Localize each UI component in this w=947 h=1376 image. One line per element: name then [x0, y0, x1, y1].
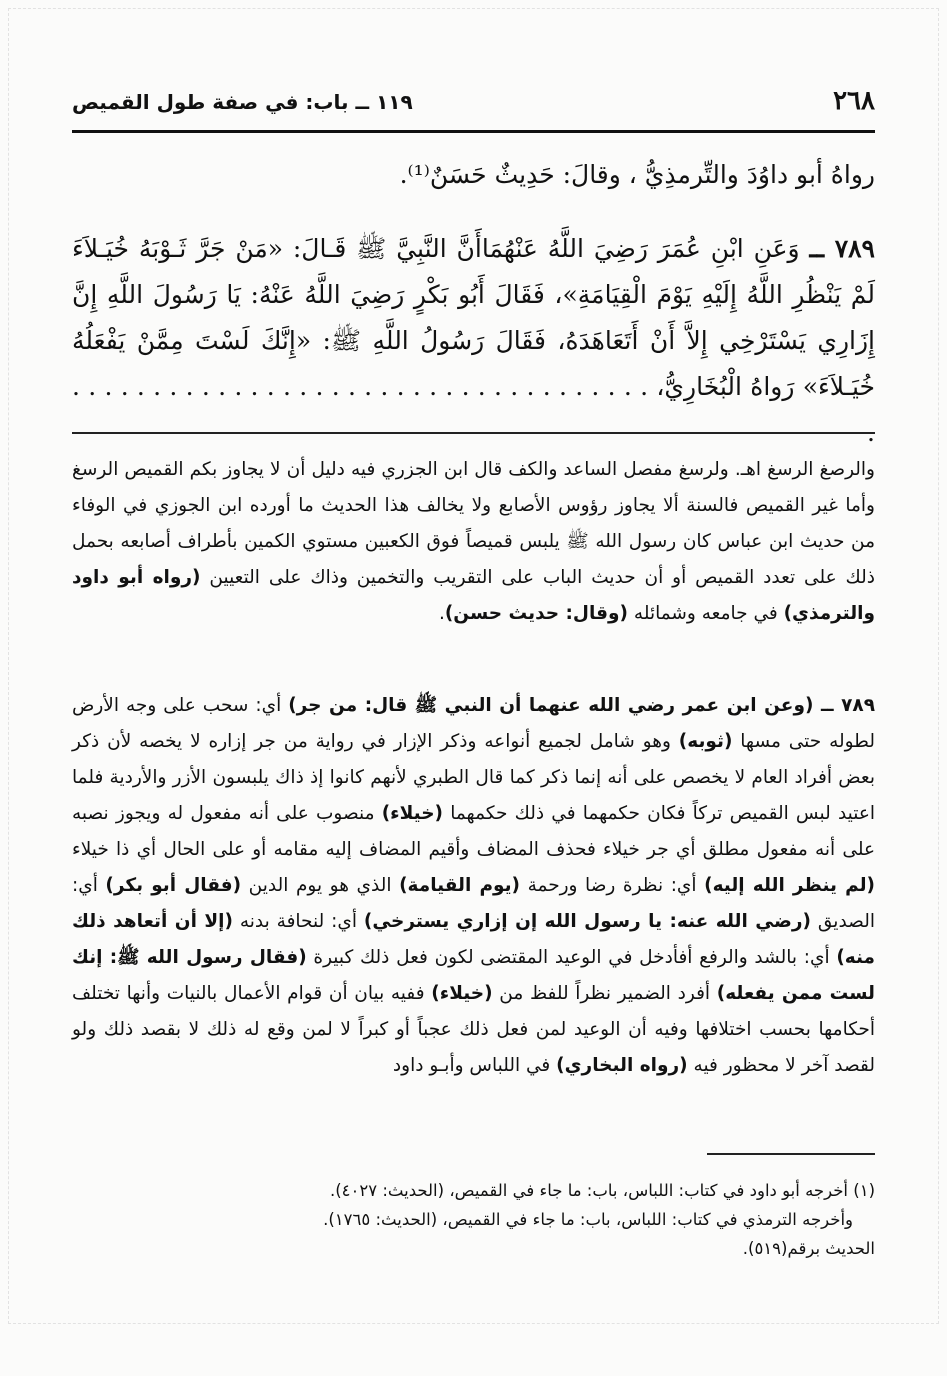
footnote-ref: الحديث برقم(٥١٩). — [742, 1239, 875, 1258]
commentary-bold: (ثوبه) — [678, 731, 733, 752]
page-border — [8, 8, 939, 1324]
commentary-bold: (يوم القيامة) — [399, 875, 521, 896]
commentary-text: ففيه بيان أن قوام الأعمال بالنيات وأنها تختلف أحكامها بحسب اختلافها وفيه أن الوعيد لمن فعل ذلك عجباً أو كبراً لا لمن وقع له ذلك لا بقصد ذلك ولو لقصد آخر لا محظور فيه — [72, 983, 875, 1076]
commentary-text: في اللباس وأبـو داود — [392, 1055, 557, 1076]
commentary-text: أي: لنحافة بدنه — [232, 911, 364, 932]
commentary-text: والرصغ الرسغ اهـ. ولرسغ مفصل الساعد والكف قال ابن الجزري فيه دليل أن لا يجاوز بكم القميص الرسغ وأما غير القميص فالسنة ألا يجاوز رؤوس الأصابع ولا يخالف هذا الحديث ما أورده ابن الجوزي في الوفاء من حديث ابن عباس كان رسول الله ﷺ يلبس قميصاً فوق الكعبين مستوي الكمين بأطراف أصابعه بحمل ذلك على تعدد القميص أو أن حديث الباب على التقريب والتخمين وذاك على التعيين — [72, 459, 875, 588]
commentary-text: في جامعه وشمائله — [628, 603, 784, 624]
commentary-text: . — [438, 603, 445, 624]
page-number: ٢٦٨ — [833, 86, 875, 116]
commentary-paragraph-1 — [72, 452, 875, 632]
commentary-bold: (لم ينظر الله إليه) — [704, 875, 875, 896]
commentary-bold: (فقال أبو بكر) — [105, 875, 242, 896]
page-header — [72, 86, 875, 126]
commentary-bold: (فقال رسول الله ﷺ: إنك لست ممن يفعله) — [72, 947, 875, 1004]
commentary-bold: ٧٨٩ ــ (وعن ابن عمر رضي الله عنهما أن النبي ﷺ قال: من جر) — [288, 695, 875, 716]
commentary-text: الذي هو يوم الدين — [241, 875, 400, 896]
footnotes — [72, 1176, 875, 1263]
commentary-text: أي: بالشد والرفع أفأدخل في الوعيد المقتضى لكون فعل ذلك كبيرة — [306, 947, 837, 968]
commentary-text: أي: نظرة رضا ورحمة — [520, 875, 705, 896]
header-rule — [72, 130, 875, 133]
footnote-rule — [707, 1153, 875, 1155]
commentary-bold: (إلا أن أتعاهد ذلك منه) — [72, 911, 875, 968]
commentary-text: وهو شامل لجميع أنواعه وذكر الإزار في رواية من جر إزاره لا يخصه لأن ذكر بعض أفراد العام لا يخصص على أنه إنما ذكر كما قال الطبري لأنهم كانوا إذ ذاك يلبسون الأزر والأردية فلما اعتيد لبس القميص تركاً فكان حكمهما في ذلك حكمهما — [72, 731, 875, 824]
hadith-text: وَعَنِ ابْنِ عُمَرَ رَضِيَ اللَّهُ عَنْهُمَاأَنَّ النَّبِيَّ ﷺ قَـالَ: «مَنْ جَرَّ ثَـوْبَهُ خُيَـلاَءَ لَمْ يَنْظُرِ اللَّهُ إِلَيْهِ يَوْمَ الْقِيَامَةِ»، فَقَالَ أَبُو بَكْرٍ رَضِيَ اللَّهُ عَنْهُ: يَا رَسُولَ اللَّهِ إِنَّ إِزَارِي يَسْتَرْخِي إِلاَّ أَنْ أَتَعَاهَدَهُ، فَقَالَ رَسُولُ اللَّهِ ﷺ: «إِنَّكَ لَسْتَ مِمَّنْ يَفْعَلُهُ خُيَـلاَءَ» رَواهُ الْبُخَارِيُّ، . . . . . . . . . . . . . . . . . . . . . . . . . . . . . . . . . . . . . — [72, 234, 875, 447]
commentary-bold: (خيلاء) — [431, 983, 493, 1004]
commentary-bold: (رواه البخاري) — [556, 1055, 688, 1076]
footnote-1: (١) أخرجه أبو داود في كتاب: اللباس، باب: ما جاء في القميص، (الحديث: ٤٠٢٧). — [329, 1181, 875, 1200]
commentary-text: أي: سحب على وجه الأرض لطوله حتى مسها — [72, 695, 875, 752]
commentary-text: منصوب على أنه مفعول له ويجوز نصبه على أنه مفعول مطلق أي جر خيلاء فحذف المضاف وأقيم المضاف إليه مقامه أو على الحال أي ذا خيلاء — [72, 803, 875, 860]
commentary-paragraph-2 — [72, 688, 875, 1084]
commentary-text: أفرد الضمير نظراً للفظ من — [492, 983, 717, 1004]
running-head: ١١٩ ــ باب: في صفة طول القميص — [72, 90, 413, 114]
section-divider — [72, 432, 875, 434]
hadith-number: ٧٨٩ ــ — [809, 234, 875, 263]
commentary-bold: (وقال: حديث حسن) — [444, 603, 629, 624]
matn-hadith — [72, 226, 875, 456]
commentary-bold: (خيلاء) — [381, 803, 443, 824]
commentary-bold: (رضي الله عنه: يا رسول الله إن إزاري يسترخي) — [363, 911, 811, 932]
commentary-text: أي: الصديق — [72, 875, 875, 932]
commentary-bold: (رواه أبو داود والترمذي) — [72, 567, 875, 624]
matn-previous-line: رواهُ أبو داوُدَ والتِّرمذِيُّ ، وقالَ: حَدِيثٌ حَسَنٌ⁽¹⁾. — [399, 160, 875, 189]
footnote-1-cont: وأخرجه الترمذي في كتاب: اللباس، باب: ما جاء في القميص، (الحديث: ١٧٦٥). — [323, 1210, 853, 1229]
